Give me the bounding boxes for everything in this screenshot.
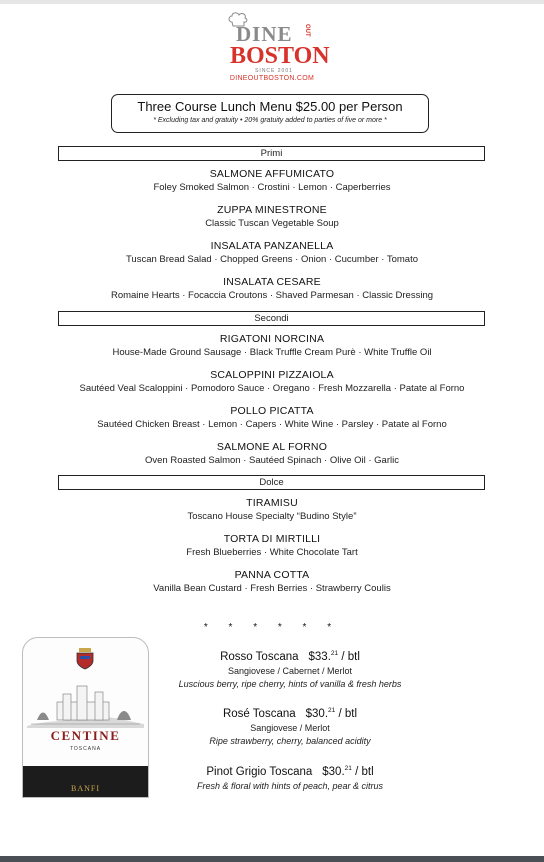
- castle-illustration: [27, 680, 144, 728]
- logo-dine: DINE: [236, 22, 293, 46]
- section-secondi: Secondi: [58, 311, 485, 326]
- menu-item: [0, 240, 544, 265]
- wine-name-line: [150, 765, 430, 778]
- wine-grapes: Sangiovese / Merlot: [250, 722, 330, 733]
- wine-price: $33.21 / btl: [308, 650, 360, 663]
- menu-note: * Excluding tax and gratuity • 20% gratuity added to parties of five or more *: [153, 117, 387, 124]
- wine-price: $30.21 / btl: [322, 765, 374, 778]
- menu-item: [0, 168, 544, 193]
- wine-name-line: [150, 650, 430, 663]
- top-rule: [0, 0, 544, 4]
- separator-stars: * * * * * *: [203, 622, 341, 633]
- menu-item: [0, 497, 544, 522]
- wine-item: [150, 707, 430, 746]
- wine-item: [150, 765, 430, 791]
- logo-url: DINEOUTBOSTON.COM: [229, 75, 315, 82]
- wine-label-region: TOSCANA: [69, 746, 102, 752]
- item-name: POLLO PICATTA: [230, 405, 314, 417]
- wine-notes: Fresh & floral with hints of peach, pear & citrus: [196, 780, 384, 791]
- logo-since: SINCE 2001: [255, 68, 293, 74]
- wine-name-line: [150, 707, 430, 720]
- wine-notes: Ripe strawberry, cherry, balanced acidity: [209, 735, 371, 746]
- menu-title-box: [111, 94, 429, 133]
- item-desc: Vanilla Bean Custard · Fresh Berries · Strawberry Coulis: [153, 583, 391, 594]
- bottom-rule: [0, 856, 544, 862]
- menu-item: [0, 569, 544, 594]
- wine-label-image: [22, 637, 149, 798]
- item-desc: House-Made Ground Sausage · Black Truffle Cream Purè · White Truffle Oil: [112, 347, 432, 358]
- wine-grapes: Sangiovese / Cabernet / Merlot: [227, 665, 353, 676]
- item-desc: Sautéed Chicken Breast · Lemon · Capers · White Wine · Parsley · Patate al Forno: [97, 419, 447, 430]
- item-name: PANNA COTTA: [234, 569, 310, 581]
- menu-item: [0, 405, 544, 430]
- item-desc: Oven Roasted Salmon · Sautéed Spinach · Olive Oil · Garlic: [145, 455, 399, 466]
- item-name: RIGATONI NORCINA: [219, 333, 325, 345]
- item-desc: Romaine Hearts · Focaccia Croutons · Shaved Parmesan · Classic Dressing: [110, 290, 434, 301]
- item-desc: Toscano House Specialty “Budino Style”: [187, 511, 357, 522]
- wine-item: [150, 650, 430, 689]
- item-name: INSALATA PANZANELLA: [210, 240, 334, 252]
- item-name: INSALATA CESARE: [223, 276, 321, 288]
- item-name: TIRAMISU: [246, 497, 298, 509]
- menu-item: [0, 533, 544, 558]
- section-dolce: Dolce: [58, 475, 485, 490]
- logo-boston: BOSTON: [230, 43, 330, 69]
- wine-price: $30.21 / btl: [305, 707, 358, 720]
- item-name: SCALOPPINI PIZZAIOLA: [210, 369, 334, 381]
- wine-notes: Luscious berry, ripe cherry, hints of vanilla & fresh herbs: [178, 678, 402, 689]
- wine-label-name: CENTINE: [50, 728, 121, 743]
- menu-item: [0, 276, 544, 301]
- menu-item: [0, 441, 544, 466]
- item-name: SALMONE AFFUMICATO: [209, 168, 335, 180]
- item-name: TORTA DI MIRTILLI: [223, 533, 321, 545]
- logo-out: OUT: [304, 24, 310, 37]
- dine-out-boston-logo: [226, 10, 330, 86]
- item-desc: Fresh Blueberries · White Chocolate Tart: [186, 547, 358, 558]
- item-name: ZUPPA MINESTRONE: [217, 204, 327, 216]
- menu-title: Three Course Lunch Menu $25.00 per Person: [137, 99, 403, 114]
- menu-item: [0, 204, 544, 229]
- menu-item: [0, 333, 544, 358]
- item-desc: Foley Smoked Salmon · Crostini · Lemon · Caperberries: [153, 182, 391, 193]
- item-desc: Sautéed Veal Scaloppini · Pomodoro Sauce · Oregano · Fresh Mozzarella · Patate al Forno: [79, 383, 465, 394]
- crest-icon: [76, 648, 94, 670]
- menu-item: [0, 369, 544, 394]
- wine-name: Rosé Toscana: [222, 707, 296, 720]
- item-desc: Classic Tuscan Vegetable Soup: [205, 218, 339, 229]
- wine-name: Rosso Toscana: [220, 650, 299, 663]
- item-name: SALMONE AL FORNO: [216, 441, 328, 453]
- section-primi: Primi: [58, 146, 485, 161]
- wine-name: Pinot Grigio Toscana: [206, 765, 313, 778]
- wine-label-brand: BANFI: [70, 784, 100, 793]
- item-desc: Tuscan Bread Salad · Chopped Greens · Onion · Cucumber · Tomato: [125, 254, 418, 265]
